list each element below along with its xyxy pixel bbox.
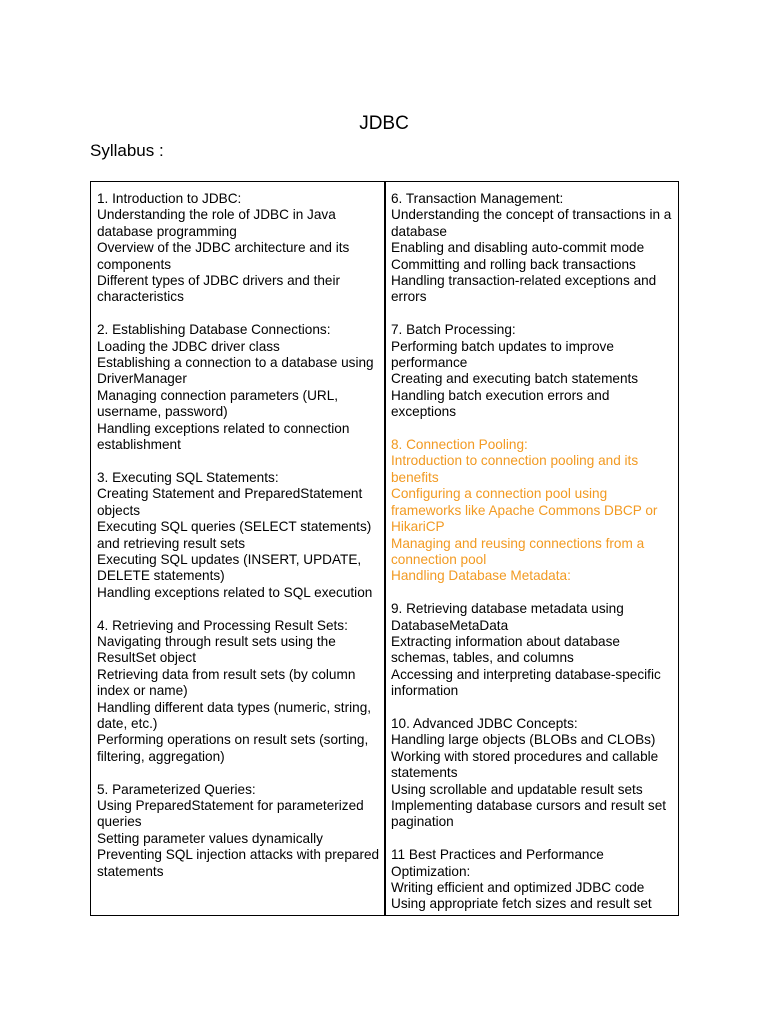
section-topic: Establishing a connection to a database using DriverManager [97,355,374,387]
syllabus-section [391,437,675,585]
syllabus-label: Syllabus : [90,141,164,160]
section-topic: Understanding the concept of transactions in a database [391,207,672,239]
section-topic: Introduction to connection pooling and its benefits [391,453,639,485]
section-topic: Handling different data types (numeric, string, date, etc.) [97,699,372,731]
section-topic: Retrieving data from result sets (by column index or name) [97,666,356,699]
syllabus-section [97,322,381,453]
section-topic: Handling Database Metadata: [391,568,571,584]
syllabus-section [391,716,675,831]
section-topic: Using appropriate fetch sizes and result set [391,896,652,912]
left-column [97,191,381,896]
section-topic: Performing batch updates to improve performance [391,338,614,371]
section-heading: 7. Batch Processing: [391,322,516,338]
section-heading: 11 Best Practices and Performance Optimization: [391,847,604,879]
syllabus-section [97,191,381,306]
section-heading: 2. Establishing Database Connections: [97,322,331,338]
section-topic: Using PreparedStatement for parameterized queries [97,797,364,830]
section-topic: Executing SQL queries (SELECT statements) and retrieving result sets [97,519,372,551]
section-heading: 6. Transaction Management: [391,191,564,206]
section-topic: Working with stored procedures and callable statements [391,748,659,781]
section-topic: Managing connection parameters (URL, username, password) [97,387,339,420]
section-heading: 9. Retrieving database metadata using DatabaseMetaData [391,601,624,633]
section-topic: Executing SQL updates (INSERT, UPDATE, DELETE statements) [97,551,362,584]
syllabus-table [90,181,679,916]
section-topic: Different types of JDBC drivers and their characteristics [97,273,341,305]
column-divider [384,182,386,915]
section-topic: Handling large objects (BLOBs and CLOBs) [391,732,656,748]
section-topic: Handling exceptions related to connection establishment [97,420,350,453]
syllabus-section [97,618,381,766]
section-topic: Extracting information about database schemas, tables, and columns [391,633,620,666]
section-topic: Configuring a connection pool using frameworks like Apache Commons DBCP or HikariCP [391,486,658,535]
section-topic: Setting parameter values dynamically [97,830,323,846]
section-topic: Handling batch execution errors and exceptions [391,387,610,420]
syllabus-section [391,847,675,913]
section-heading: 1. Introduction to JDBC: [97,191,242,206]
section-topic: Overview of the JDBC architecture and its components [97,240,350,272]
section-topic: Implementing database cursors and result set pagination [391,797,667,830]
section-topic: Accessing and interpreting database-specific information [391,666,661,699]
section-heading: 8. Connection Pooling: [391,437,528,453]
section-topic: Loading the JDBC driver class [97,338,280,354]
section-topic: Creating and executing batch statements [391,371,639,387]
section-topic: Understanding the role of JDBC in Java database programming [97,207,336,239]
section-topic: Performing operations on result sets (sorting, filtering, aggregation) [97,732,369,764]
section-topic: Managing and reusing connections from a connection pool [391,535,645,567]
section-topic: Preventing SQL injection attacks with prepared statements [97,847,380,879]
right-column [391,191,675,929]
syllabus-section [97,470,381,601]
section-topic: Creating Statement and PreparedStatement objects [97,486,363,518]
section-heading: 10. Advanced JDBC Concepts: [391,715,578,731]
section-topic: Navigating through result sets using the ResultSet object [97,633,336,666]
syllabus-section [97,782,381,880]
page-title: JDBC [359,113,409,134]
section-topic: Handling exceptions related to SQL execution [97,584,373,600]
syllabus-section [391,322,675,420]
section-heading: 3. Executing SQL Statements: [97,469,279,485]
section-topic: Committing and rolling back transactions [391,256,636,272]
section-topic: Handling transaction-related exceptions and errors [391,273,657,305]
section-topic: Using scrollable and updatable result sets [391,781,643,797]
syllabus-section [391,191,675,306]
syllabus-section [391,601,675,699]
section-heading: 4. Retrieving and Processing Result Sets: [97,617,348,633]
section-topic: Enabling and disabling auto-commit mode [391,240,645,256]
section-heading: 5. Parameterized Queries: [97,781,256,797]
section-topic: Writing efficient and optimized JDBC code [391,879,645,895]
